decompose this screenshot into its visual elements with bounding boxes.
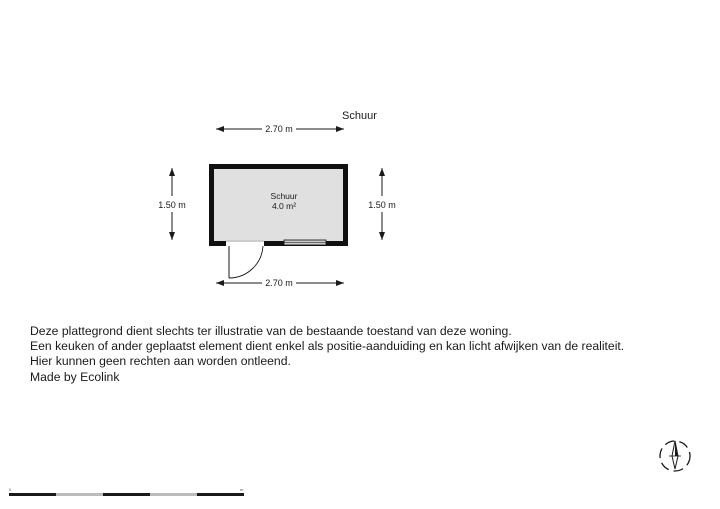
dimension-top-label: 2.70 m <box>265 124 293 134</box>
door-swing <box>229 246 263 278</box>
dimension-left-label: 1.50 m <box>158 200 186 210</box>
scale-start-label: 0 <box>9 488 12 492</box>
disclaimer <box>30 324 710 385</box>
dimension-bottom-label: 2.70 m <box>265 278 293 288</box>
room-name: Schuur <box>270 191 298 201</box>
dimension-top <box>216 124 344 134</box>
dimension-right <box>368 168 396 240</box>
disclaimer-line: Deze plattegrond dient slechts ter illustratie van de bestaande toestand van deze woning. <box>30 324 512 338</box>
scale-bar <box>8 488 248 502</box>
scale-end-label: m <box>240 488 244 492</box>
floorplan-title: Schuur <box>342 110 377 122</box>
room-area: 4.0 m² <box>271 201 297 211</box>
disclaimer-line: Een keuken of ander geplaatst element dient enkel als positie-aanduiding en kan licht afwijken van de realiteit. <box>30 339 625 354</box>
dimension-bottom <box>216 278 344 288</box>
north-arrow-icon <box>655 436 695 476</box>
dimension-left <box>158 168 186 240</box>
credit-line: Made by Ecolink <box>30 369 120 384</box>
dimension-right-label: 1.50 m <box>368 200 396 210</box>
disclaimer-line: Hier kunnen geen rechten aan worden ontleend. <box>30 354 291 369</box>
